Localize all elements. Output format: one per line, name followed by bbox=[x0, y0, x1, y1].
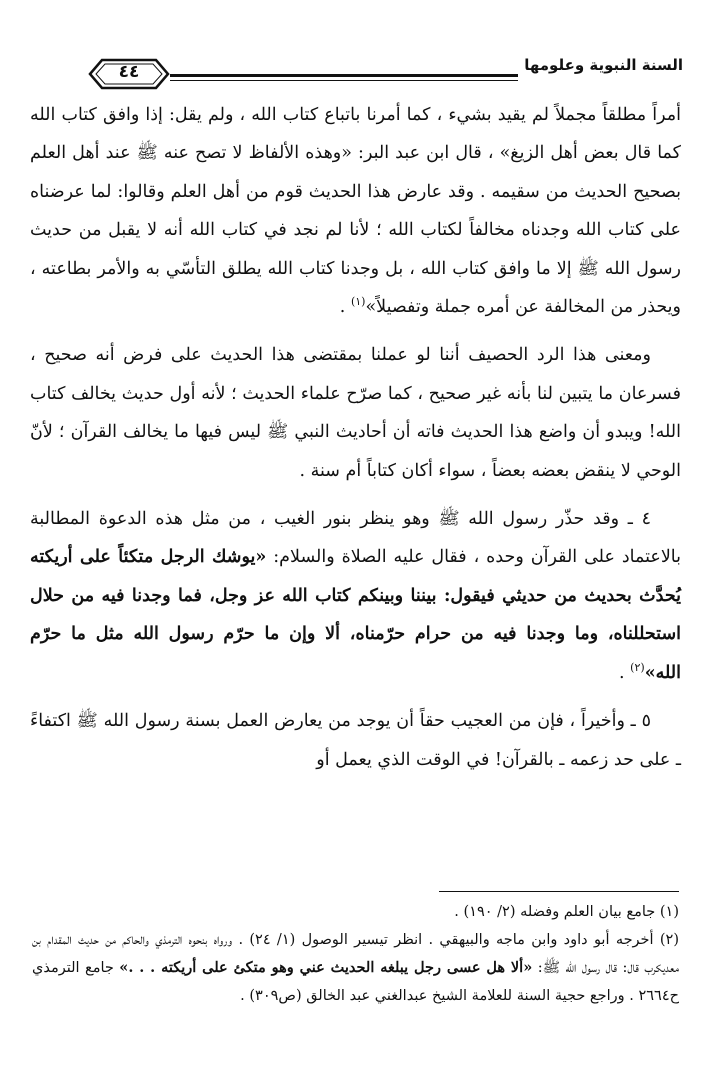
paragraph-3-end: . bbox=[619, 662, 631, 683]
footnote-ref-2: (٢) bbox=[630, 660, 645, 674]
footnote-2-hadith: «ألا هل عسى رجل يبلغه الحديث عني وهو متكئ على أريكته . . .» bbox=[119, 959, 533, 976]
footnote-2-source: جامع الترمذي ح٢٦٦٤ . وراجع حجية السنة للعلامة الشيخ عبدالغني عبد الخالق (ص٣٠٩) . bbox=[32, 960, 679, 1004]
footnote-ref-1: (١) bbox=[350, 295, 366, 309]
paragraph-2: ومعنى هذا الرد الحصيف أننا لو عملنا بمقتضى هذا الحديث على فرض أنه صحيح ، فسرعان ما يتبين لنا بأنه غير صحيح ، كما صرّح علماء الحديث ؛ لأنه أول حديث يخالف كتاب الله! ويبدو أن واضع هذا الحديث فاته أن أحاديث النبي ﷺ ليس فيها ما يخالف القرآن ؛ لأنّ الوحي لا ينقض بعضه بعضاً ، سواء أكان كتاباً أم سنة . bbox=[30, 345, 681, 481]
paragraph-1 bbox=[30, 96, 681, 326]
page-number-ornament bbox=[88, 54, 170, 94]
header-rule-thin bbox=[170, 80, 518, 81]
page-header bbox=[20, 44, 693, 94]
footnote-1: (١) جامع بيان العلم وفضله (٢/ ١٩٠) . bbox=[454, 904, 679, 920]
paragraph-1-end: . bbox=[339, 297, 351, 318]
paragraph-3 bbox=[30, 500, 681, 692]
hadith-quote: «يوشك الرجل متكئاً على أريكته يُحدَّث بحديث من حديثي فيقول: بيننا وبينكم كتاب الله عز وجل، فما وجدنا فيه من حلال استحللناه، وما وجدنا فيه من حرام حرّمناه، ألا وإن ما حرّم رسول الله مثل ما حرّم الله» bbox=[30, 547, 681, 683]
page-number: ٤٤ bbox=[118, 62, 140, 82]
paragraph-4: ٥ ـ وأخيراً ، فإن من العجيب حقاً أن يوجد من يعارض العمل بسنة رسول الله ﷺ اكتفاءً ـ على حد زعمه ـ بالقرآن! في الوقت الذي يعمل أو bbox=[30, 711, 681, 770]
footnotes bbox=[32, 898, 679, 1010]
main-text bbox=[30, 96, 681, 789]
running-title: السنة النبوية وعلومها bbox=[524, 56, 683, 74]
header-rule bbox=[170, 74, 518, 77]
paragraph-3-intro: ٤ ـ وقد حذّر رسول الله ﷺ وهو ينظر بنور الغيب ، من مثل هذه الدعوة المطالبة بالاعتماد على القرآن وحده ، فقال عليه الصلاة والسلام: bbox=[30, 509, 681, 568]
footnote-separator bbox=[439, 891, 679, 892]
footnote-2-text: (٢) أخرجه أبو داود وابن ماجه والبيهقي . انظر تيسير الوصول (١/ ٢٤) . ورواه بنحوه الترمذي والحاكم من حديث المقدام بن معديكرب قال: قال رسول الله ﷺ: bbox=[32, 932, 679, 976]
footnote-2 bbox=[32, 926, 679, 1010]
paragraph-1-text: أمراً مطلقاً مجملاً لم يقيد بشيء ، كما أمرنا باتباع كتاب الله ، ولم يقل: إذا وافق كتاب الله كما قال بعض أهل الزيغ» ، قال ابن عبد البر: «وهذه الألفاظ لا تصح عنه ﷺ عند أهل العلم بصحيح الحديث من سقيمه . وقد عارض هذا الحديث قوم من أهل العلم وقالوا: لما عرضناه على كتاب الله وجدناه مخالفاً لكتاب الله ؛ لأنا لم نجد في كتاب الله أنه لا يقبل من حديث رسول الله ﷺ إلا ما وافق كتاب الله ، بل وجدنا كتاب الله يطلق التأسّي به والأمر بطاعته ، ويحذر من المخالفة عن أمره جملة وتفصيلاً» bbox=[30, 105, 681, 318]
